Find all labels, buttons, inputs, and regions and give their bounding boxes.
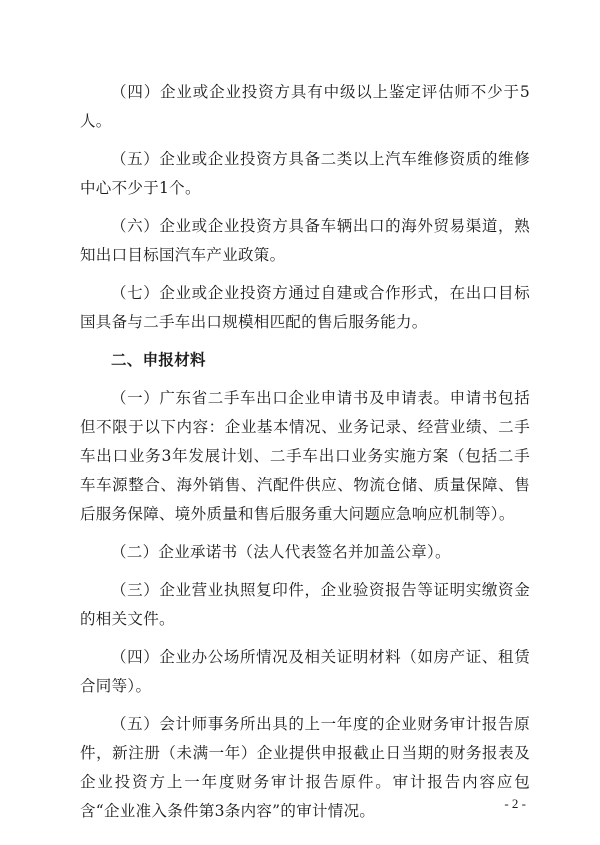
paragraph-condition-4: （四）企业或企业投资方具有中级以上鉴定评估师不少于5人。 bbox=[80, 83, 530, 130]
material-item-3: （三）企业营业执照复印件，企业验资报告等证明实缴资金的相关文件。 bbox=[80, 581, 530, 628]
paragraph-condition-7: （七）企业或企业投资方通过自建或合作形式，在出口目标国具备与二手车出口规模相匹配的售后服务能力。 bbox=[80, 284, 530, 331]
material-item-2: （二）企业承诺书（法人代表签名并加盖公章）。 bbox=[111, 543, 451, 561]
page-number: - 2 - bbox=[504, 796, 526, 811]
paragraph-condition-6: （六）企业或企业投资方具备车辆出口的海外贸易渠道，熟知出口目标国汽车产业政策。 bbox=[80, 217, 530, 264]
material-item-1: （一）广东省二手车出口企业申请书及申请表。申请书包括但不限于以下内容：企业基本情况、业务记录、经营业绩、二手车出口业务3年发展计划、二手车出口业务实施方案（包括二手车车源整合、海外销售、汽配件供应、物流仓储、质量保障、售后服务保障、境外质量和售后服务重大问题应急响应机制等）。 bbox=[80, 389, 530, 523]
section-heading: 二、申报材料 bbox=[111, 351, 206, 369]
material-item-4: （四）企业办公场所情况及相关证明材料（如房产证、租赁合同等）。 bbox=[80, 648, 530, 695]
material-item-5: （五）会计师事务所出具的上一年度的企业财务审计报告原件，新注册（未满一年）企业提供申报截止日当期的财务报表及企业投资方上一年度财务审计报告原件。审计报告内容应包含“企业准入条件第3条内容”的审计情况。 bbox=[80, 715, 530, 820]
document-body bbox=[80, 78, 530, 835]
paragraph-condition-5: （五）企业或企业投资方具备二类以上汽车维修资质的维修中心不少于1个。 bbox=[80, 150, 530, 197]
